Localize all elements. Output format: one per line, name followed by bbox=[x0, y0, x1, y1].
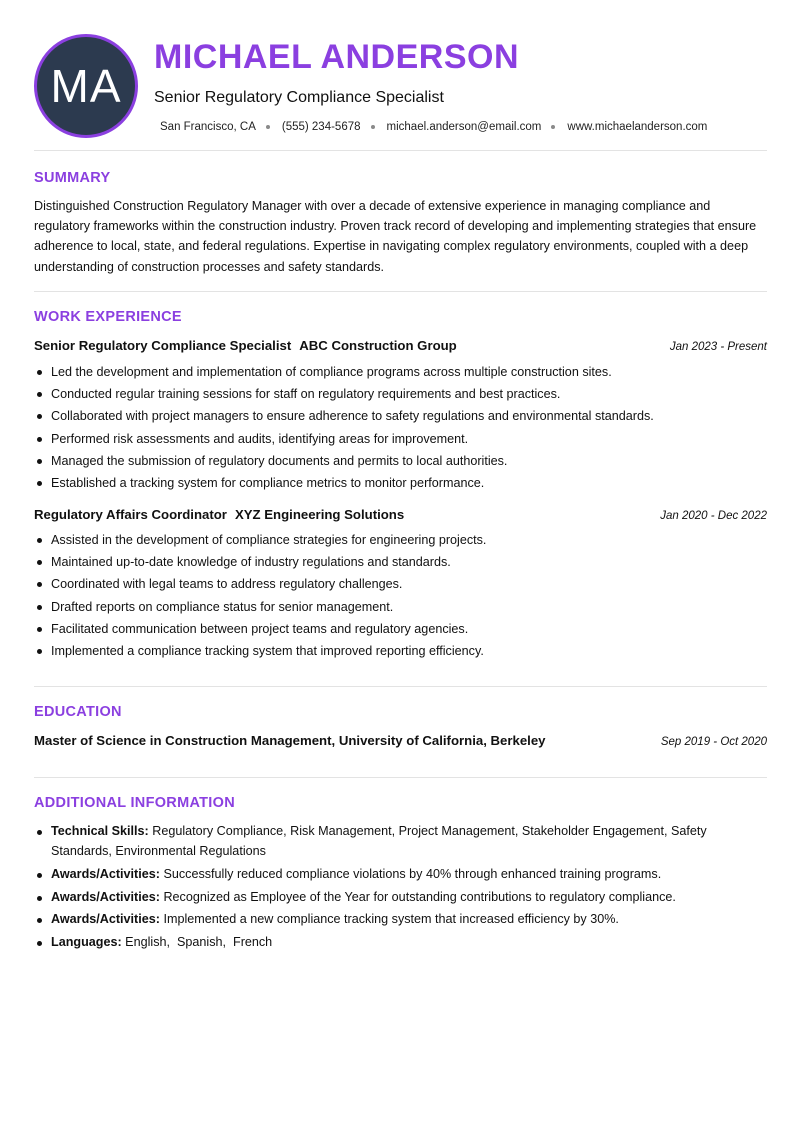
separator-dot bbox=[371, 125, 375, 129]
candidate-title: Senior Regulatory Compliance Specialist bbox=[154, 89, 444, 106]
divider bbox=[34, 291, 767, 292]
job-header bbox=[34, 338, 767, 353]
job-role: Senior Regulatory Compliance Specialist bbox=[34, 338, 292, 353]
avatar bbox=[34, 34, 138, 138]
item-label: Awards/Activities: bbox=[51, 867, 160, 881]
list-item: Performed risk assessments and audits, identifying areas for improvement. bbox=[51, 428, 767, 450]
additional-list bbox=[51, 822, 767, 955]
list-item: Established a tracking system for compliance metrics to monitor performance. bbox=[51, 472, 767, 494]
list-item: Assisted in the development of compliance strategies for engineering projects. bbox=[51, 529, 767, 551]
divider bbox=[34, 777, 767, 778]
list-item bbox=[51, 910, 767, 930]
list-item: Maintained up-to-date knowledge of industry regulations and standards. bbox=[51, 551, 767, 573]
list-item: Managed the submission of regulatory documents and permits to local authorities. bbox=[51, 450, 767, 472]
job-title-company bbox=[34, 338, 457, 353]
candidate-name: MICHAEL ANDERSON bbox=[154, 38, 520, 76]
education-heading: EDUCATION bbox=[34, 704, 122, 720]
job-header bbox=[34, 507, 767, 522]
job-dates: Jan 2020 - Dec 2022 bbox=[660, 510, 767, 522]
item-label: Awards/Activities: bbox=[51, 889, 160, 904]
list-item: Drafted reports on compliance status for senior management. bbox=[51, 596, 767, 618]
list-item bbox=[51, 888, 767, 908]
list-item: Implemented a compliance tracking system that improved reporting efficiency. bbox=[51, 640, 767, 662]
separator-dot bbox=[266, 125, 270, 129]
divider bbox=[34, 150, 767, 151]
additional-heading: ADDITIONAL INFORMATION bbox=[34, 795, 235, 811]
item-text: Regulatory Compliance, Risk Management, Project Management, Stakeholder Engagement, Safety Standards, Environmental Regulations bbox=[51, 824, 707, 858]
education-dates: Sep 2019 - Oct 2020 bbox=[660, 736, 767, 748]
summary-text: Distinguished Construction Regulatory Manager with over a decade of extensive experience in managing compliance and regulatory frameworks within the construction industry. Proven track record of developing and implementing strategies that ensure adherence to local, state, and federal regulations. Expertise in navigating complex regulatory environments, coupled with a deep understanding of construction processes and safety standards. bbox=[34, 199, 757, 274]
list-item bbox=[51, 822, 767, 861]
list-item: Led the development and implementation of compliance programs across multiple construction sites. bbox=[51, 361, 767, 383]
contact-phone: (555) 234-5678 bbox=[281, 121, 361, 133]
education-degree: Master of Science in Construction Management, University of California, Berkeley bbox=[34, 733, 546, 748]
list-item bbox=[51, 933, 767, 953]
education-entry bbox=[34, 733, 767, 748]
job-company: ABC Construction Group bbox=[299, 338, 457, 353]
item-text: English, Spanish, French bbox=[121, 934, 273, 949]
summary-heading: SUMMARY bbox=[34, 170, 111, 186]
separator-dot bbox=[551, 125, 555, 129]
avatar-initials: MA bbox=[50, 60, 122, 112]
item-text: Successfully reduced compliance violations by 40% through enhanced training programs. bbox=[159, 867, 662, 881]
item-label: Languages: bbox=[51, 934, 122, 949]
experience-heading: WORK EXPERIENCE bbox=[34, 309, 182, 325]
list-item: Coordinated with legal teams to address regulatory challenges. bbox=[51, 573, 767, 595]
job-role: Regulatory Affairs Coordinator bbox=[34, 507, 227, 522]
contact-row bbox=[160, 121, 707, 133]
contact-email[interactable]: michael.anderson@email.com bbox=[386, 121, 542, 133]
job-bullets bbox=[51, 361, 767, 494]
item-label: Technical Skills: bbox=[51, 824, 149, 838]
item-text: Recognized as Employee of the Year for outstanding contributions to regulatory compliance. bbox=[159, 889, 676, 904]
list-item: Collaborated with project managers to ensure adherence to safety regulations and environmental standards. bbox=[51, 405, 767, 427]
job-company: XYZ Engineering Solutions bbox=[234, 507, 405, 522]
list-item: Facilitated communication between project teams and regulatory agencies. bbox=[51, 618, 767, 640]
job-title-company bbox=[34, 507, 404, 522]
list-item: Conducted regular training sessions for staff on regulatory requirements and best practices. bbox=[51, 383, 767, 405]
item-text: Implemented a new compliance tracking system that increased efficiency by 30%. bbox=[159, 912, 619, 926]
contact-location: San Francisco, CA bbox=[160, 121, 256, 133]
job-bullets bbox=[51, 529, 767, 662]
contact-website[interactable]: www.michaelanderson.com bbox=[567, 121, 708, 133]
divider bbox=[34, 686, 767, 687]
list-item bbox=[51, 865, 767, 885]
item-label: Awards/Activities: bbox=[51, 912, 160, 926]
job-dates: Jan 2023 - Present bbox=[669, 341, 767, 353]
